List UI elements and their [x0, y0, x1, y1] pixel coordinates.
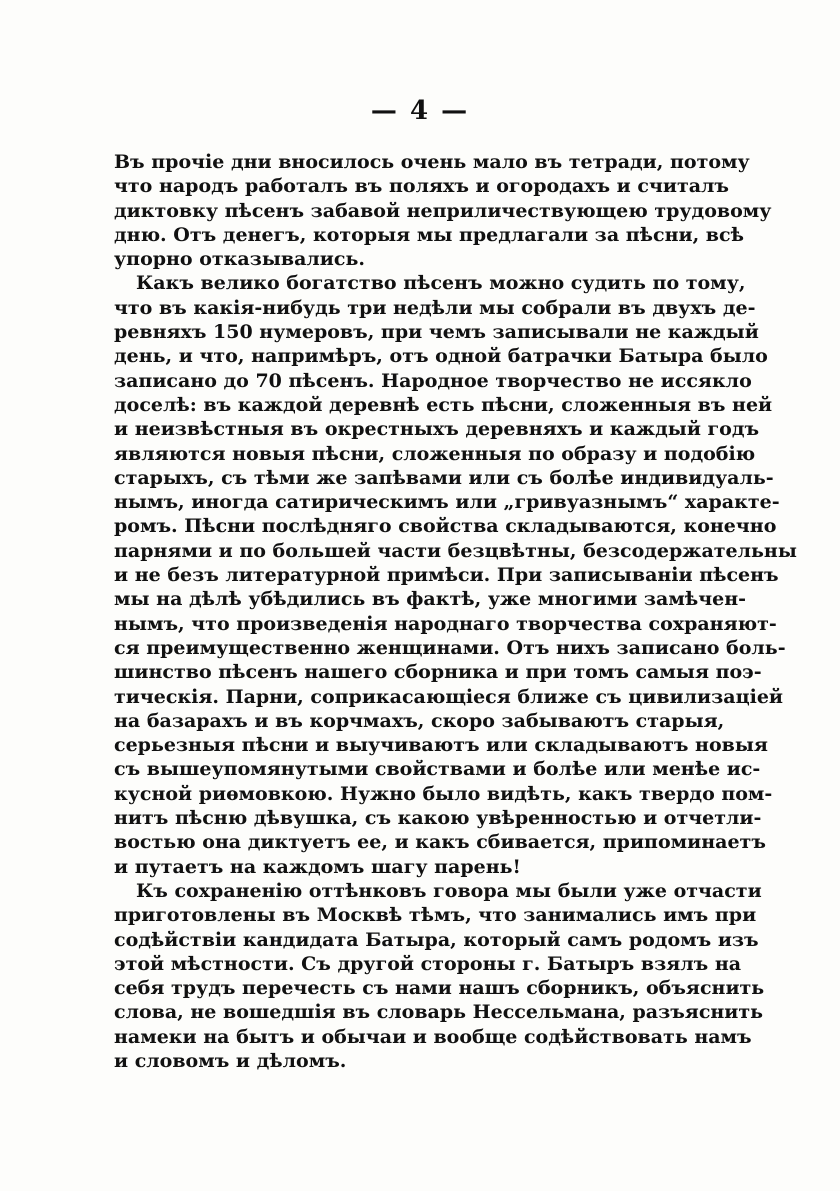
- text-line: кусной риѳмовкою. Нужно было видѣть, какъ твердо пом-: [114, 782, 773, 805]
- text-line: приготовлены въ Москвѣ тѣмъ, что занимались имъ при: [114, 904, 757, 927]
- text-line: на базарахъ и въ корчмахъ, скоро забываютъ старыя,: [114, 709, 725, 732]
- text-line: что народъ работалъ въ поляхъ и огородахъ и считалъ: [114, 175, 730, 198]
- text-line: себя трудъ перечесть съ нами нашъ сборникъ, объяснить: [114, 977, 765, 1000]
- text-line: и путаетъ на каждомъ шагу парень!: [114, 855, 521, 878]
- body-text: [114, 150, 797, 1073]
- text-line: день, и что, напримѣръ, отъ одной батрачки Батыра было: [114, 345, 768, 368]
- text-line: и неизвѣстныя въ окрестныхъ деревняхъ и каждый годъ: [114, 418, 760, 441]
- text-line: и словомъ и дѣломъ.: [114, 1049, 347, 1072]
- text-line: мы на дѣлѣ убѣдились въ фактѣ, уже многими замѣчен-: [114, 588, 747, 611]
- paragraph-2: [114, 271, 797, 878]
- text-line: старыхъ, съ тѣми же запѣвами или съ болѣе индивидуаль-: [114, 466, 774, 489]
- text-line: съ вышеупомянутыми свойствами и болѣе или менѣе ис-: [114, 758, 761, 781]
- text-line: ся преимущественно женщинами. Отъ нихъ записано боль-: [114, 636, 786, 659]
- text-line: доселѣ: въ каждой деревнѣ есть пѣсни, сложенныя въ ней: [114, 393, 773, 416]
- text-line: что въ какія-нибудь три недѣли мы собрали въ двухъ де-: [114, 296, 756, 319]
- text-line: этой мѣстности. Съ другой стороны г. Батыръ взялъ на: [114, 952, 742, 975]
- text-line: нитъ пѣсню дѣвушка, съ какою увѣренностью и отчетли-: [114, 807, 762, 830]
- text-line: парнями и по большей части безцвѣтны, безсодержательны: [114, 539, 797, 562]
- text-line: серьезныя пѣсни и выучиваютъ или складываютъ новыя: [114, 734, 768, 757]
- text-line: диктовку пѣсенъ забавой неприличествующею трудовому: [114, 199, 772, 222]
- text-line: Въ прочіе дни вносилось очень мало въ тетради, потому: [114, 151, 750, 173]
- text-line: тическія. Парни, соприкасающіеся ближе съ цивилизаціей: [114, 685, 783, 708]
- text-line: и не безъ литературной примѣси. При записываніи пѣсенъ: [114, 564, 779, 587]
- text-line: дню. Отъ денегъ, которыя мы предлагали за пѣсни, всѣ: [114, 223, 744, 246]
- text-line: содѣйствіи кандидата Батыра, который самъ родомъ изъ: [114, 928, 759, 951]
- text-line: шинство пѣсенъ нашего сборника и при томъ самыя поэ-: [114, 661, 762, 684]
- text-line: востью она диктуетъ ее, и какъ сбивается, припоминаетъ: [114, 831, 766, 854]
- text-line: записано до 70 пѣсенъ. Народное творчество не иссякло: [114, 369, 752, 392]
- text-line: нымъ, иногда сатирическимъ или „гривуазнымъ“ характе-: [114, 491, 780, 514]
- text-line: ревняхъ 150 нумеровъ, при чемъ записывали не каждый: [114, 321, 759, 344]
- text-line: являются новыя пѣсни, сложенныя по образу и подобію: [114, 442, 756, 465]
- text-line: Къ сохраненію оттѣнковъ говора мы были уже отчасти: [136, 879, 762, 902]
- text-line: Какъ велико богатство пѣсенъ можно судить по тому,: [136, 272, 746, 295]
- paragraph-1: [114, 150, 772, 271]
- text-line: слова, не вошедшія въ словарь Нессельмана, разъяснить: [114, 1001, 764, 1024]
- text-line: намеки на бытъ и обычаи и вообще содѣйствовать намъ: [114, 1025, 752, 1048]
- paragraph-3: [114, 879, 765, 1073]
- text-line: ромъ. Пѣсни послѣдняго свойства складываются, конечно: [114, 515, 777, 538]
- text-line: нымъ, что произведенія народнаго творчества сохраняют-: [114, 612, 777, 635]
- page-number: — 4 —: [370, 96, 470, 126]
- text-line: упорно отказывались.: [114, 248, 365, 271]
